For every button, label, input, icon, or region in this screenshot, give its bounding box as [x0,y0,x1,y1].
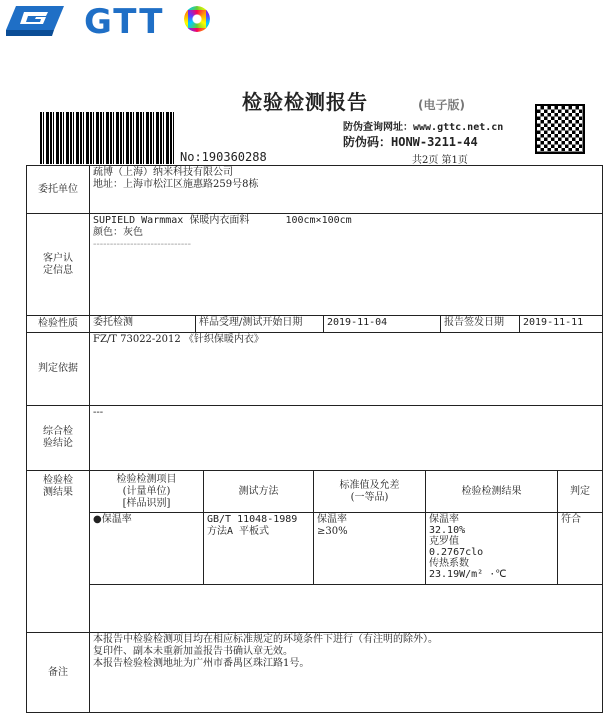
customer-info-line2: 颜色：灰色 [93,227,143,238]
results-header-standard: 标准值及允差 (一等品) [313,470,426,513]
anti-fake-code: 防伪码：HONW-3211-44 [343,135,478,149]
results-header-method: 测试方法 [203,470,314,513]
issue-date: 2019-11-11 [519,315,603,333]
results-label: 检验检测结果 [26,470,90,633]
client-address: 地址：上海市松江区施惠路259号8栋 [93,179,259,190]
customer-info-label: 客户认定信息 [26,213,90,316]
conclusion-value: --- [89,405,603,471]
logo-text: GTT [84,2,165,42]
remarks-label: 备注 [26,632,90,713]
qr-code-icon [535,104,585,154]
inspection-type-label: 检验性质 [26,315,90,333]
results-header-judgment: 判定 [557,470,603,513]
result-judgment: 符合 [557,512,603,585]
gtt-logo-icon [6,6,64,36]
results-header-item: 检验检测项目 (计量单位) [样品识别] [89,470,204,513]
client-cell [89,165,603,214]
remark-line: 本报告中检验检测项目均在相应标准规定的环境条件下进行（有注明的除外）。 [93,634,438,645]
results-empty-row [89,584,603,633]
client-label: 委托单位 [26,165,90,214]
query-url: 防伪查询网址：www.gttc.net.cn [343,122,504,133]
page-info: 共2页 第1页 [412,155,468,166]
report-subtitle: (电子版) [418,98,465,112]
barcode-icon [40,112,176,164]
remark-line: 本报告检验检测地址为广州市番禺区珠江路1号。 [93,658,310,669]
customer-info-line3: ----------------------------- [93,239,191,250]
remarks-cell [89,632,603,713]
basis-value: FZ/T 73022-2012 《针织保暖内衣》 [89,332,603,406]
report-number: No:190360288 [180,150,267,164]
conclusion-label: 综合检验结论 [26,405,90,471]
remark-line: 复印件、副本未重新加盖报告书确认章无效。 [93,646,293,657]
result-item: ●保温率 [89,512,204,585]
basis-label: 判定依据 [26,332,90,406]
report-title: 检验检测报告 [242,90,368,114]
result-method: GB/T 11048-1989 方法A 平板式 [203,512,314,585]
client-name: 疏博（上海）纳米科技有限公司 [93,167,233,178]
receive-date: 2019-11-04 [323,315,441,333]
customer-info-line1: SUPIELD Warmmax 保暖内衣面料 100cm×100cm [93,215,352,226]
results-header-result: 检验检测结果 [425,470,558,513]
issue-date-label: 报告签发日期 [440,315,520,333]
inspection-type-value: 委托检测 [89,315,196,333]
result-standard: 保温率 ≥30% [313,512,426,585]
result-value: 保温率 32.10% 克罗值 0.2767clo 传热系数 23.19W/m² ·℃ [425,512,558,585]
receive-date-label: 样品受理/测试开始日期 [195,315,324,333]
customer-info-cell [89,213,603,316]
logo-ring-icon [184,6,210,32]
